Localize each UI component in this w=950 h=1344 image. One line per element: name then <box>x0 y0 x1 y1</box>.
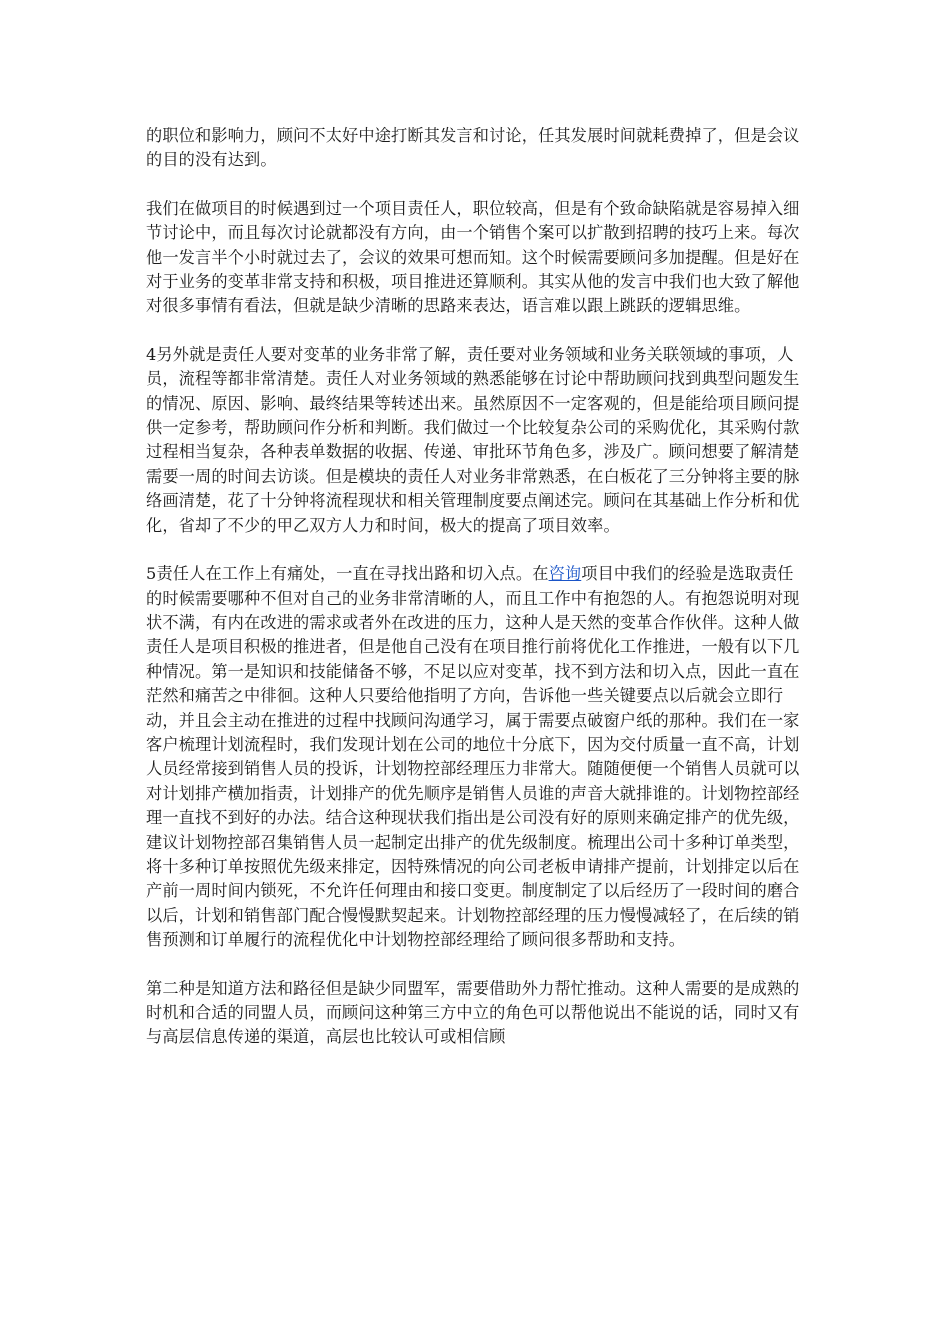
paragraph-2: 我们在做项目的时候遇到过一个项目责任人，职位较高，但是有个致命缺陷就是容易掉入细节讨论中，而且每次讨论就都没有方向，由一个销售个案可以扩散到招聘的技巧上来。每次他一发言半个小时就过去了，会议的效果可想而知。这个时候需要顾问多加提醒。但是好在对于业务的变革非常支持和积极，项目推进还算顺利。其实从他的发言中我们也大致了解他对很多事情有看法，但就是缺少清晰的思路来表达，语言难以跟上跳跃的逻辑思维。 <box>146 198 800 316</box>
paragraph-1: 的职位和影响力，顾问不太好中途打断其发言和讨论，任其发展时间就耗费掉了，但是会议的目的没有达到。 <box>146 126 800 170</box>
paragraph-4-text-before: 5责任人在工作上有痛处，一直在寻找出路和切入点。在 <box>146 564 549 584</box>
paragraph-3: 4另外就是责任人要对变革的业务非常了解，责任要对业务领域和业务关联领域的事项，人员，流程等都非常清楚。责任人对业务领域的熟悉能够在讨论中帮助顾问找到典型问题发生的情况、原因、影响、最终结果等转述出来。虽然原因不一定客观的，但是能给项目顾问提供一定参考，帮助顾问作分析和判断。我们做过一个比较复杂公司的采购优化，其采购付款过程相当复杂，各种表单数据的收据、传递、审批环节角色多，涉及广。顾问想要了解清楚需要一周的时间去访谈。但是模块的责任人对业务非常熟悉，在白板花了三分钟将主要的脉络画清楚，花了十分钟将流程现状和相关管理制度要点阐述完。顾问在其基础上作分析和优化，省却了不少的甲乙双方人力和时间，极大的提高了项目效率。 <box>146 344 800 535</box>
paragraph-4-text-after: 项目中我们的经验是选取责任的时候需要哪种不但对自己的业务非常清晰的人，而且工作中有抱怨的人。有抱怨说明对现状不满，有内在改进的需求或者外在改进的压力，这种人是天然的变革合作伙伴。这种人做责任人是项目积极的推进者，但是他自己没有在项目推行前将优化工作推进，一般有以下几种情况。第一是知识和技能储备不够，不足以应对变革，找不到方法和切入点，因此一直在茫然和痛苦之中徘徊。这种人只要给他指明了方向，告诉他一些关键要点以后就会立即行动，并且会主动在推进的过程中找顾问沟通学习，属于需要点破窗户纸的那种。我们在一家客户梳理计划流程时，我们发现计划在公司的地位十分底下，因为交付质量一直不高，计划人员经常接到销售人员的投诉，计划物控部经理压力非常大。随随便便一个销售人员就可以对计划排产横加指责，计划排产的优先顺序是销售人员谁的声音大就排谁的。计划物控部经理一直找不到好的办法。结合这种现状我们指出是公司没有好的原则来确定排产的优先级，建议计划物控部召集销售人员一起制定出排产的优先级制度。梳理出公司十多种订单类型，将十多种订单按照优先级来排定，因特殊情况的向公司老板申请排产提前，计划排定以后在产前一周时间内锁死，不允许任何理由和接口变更。制度制定了以后经历了一段时间的磨合以后，计划和销售部门配合慢慢默契起来。计划物控部经理的压力慢慢减轻了，在后续的销售预测和订单履行的流程优化中计划物控部经理给了顾问很多帮助和支持。 <box>146 564 800 950</box>
paragraph-5: 第二种是知道方法和路径但是缺少同盟军，需要借助外力帮忙推动。这种人需要的是成熟的时机和合适的同盟人员，而顾问这种第三方中立的角色可以帮他说出不能说的话，同时又有与高层信息传递的渠道，高层也比较认可或相信顾 <box>146 978 800 1047</box>
document-body <box>146 124 808 1074</box>
paragraph-4 <box>146 562 808 953</box>
consulting-link[interactable]: 咨询 <box>548 564 582 584</box>
